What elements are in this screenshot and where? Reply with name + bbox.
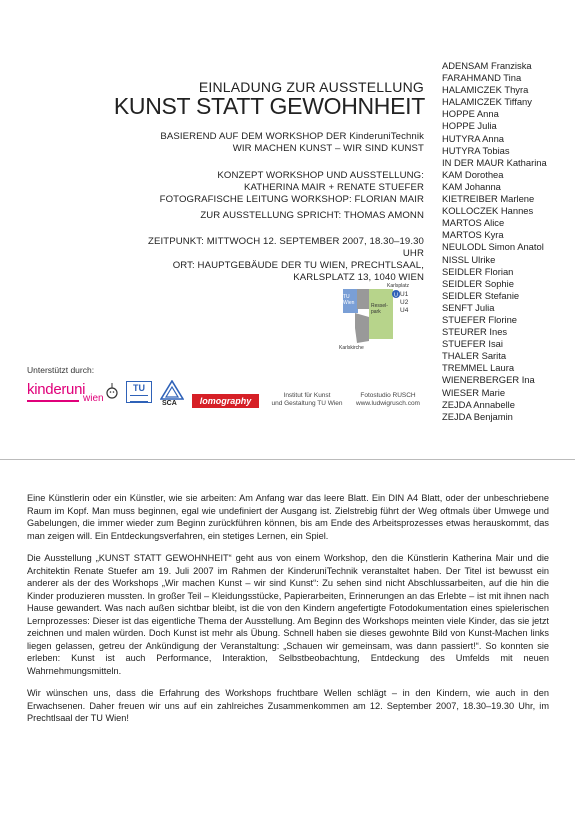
sca-wordmark: SCA [162, 400, 177, 407]
kinderuni-underline [27, 400, 79, 402]
workshop-block [134, 131, 424, 155]
participant-name: HOPPE Anna [442, 108, 499, 120]
kinderuni-wien-wordmark: wien [83, 393, 104, 404]
participant-name: KAM Johanna [442, 180, 501, 192]
map-label-tu: TU Wien [343, 294, 355, 306]
body-paragraph-1: Eine Künstlerin oder ein Künstler, wie sie arbeiten: Am Anfang war das leere Blatt. Ein DIN A4 Blatt, oder der unbeschriebene Raum im Kopf. Man muss beginnen, egal wie undefiniert der Ausgang ist. Zielstrebig führt der Weg oftmals über Umwege und Gabelungen, die immer wieder zum Beginn zurückführen können, bis am Ende des Arbeitsprozesses etwas herauskommt, das man zeigen will. Ein Entdeckungsverfahren, ein stetiges Lernen, ein Spiel. [27, 493, 549, 541]
participant-name: HUTYRA Anna [442, 132, 505, 144]
sca-logo [160, 380, 184, 410]
participant-name: STUEFER Florine [442, 313, 518, 325]
exhibition-title: KUNST STATT GEWOHNHEIT [113, 93, 425, 119]
tu-wien-logo [126, 381, 152, 403]
participant-name: SEIDLER Florian [442, 265, 514, 277]
map-label-ressel: Ressel-park [371, 303, 388, 315]
workshop-line-1: BASIEREND AUF DEM WORKSHOP DER KinderuniTechnik [160, 131, 424, 142]
participant-name: FARAHMAND Tina [442, 72, 522, 84]
participant-name: WIESER Marie [442, 386, 506, 398]
participant-name: NEULODL Simon Anatol [442, 241, 544, 253]
event-place: ORT: HAUPTGEBÄUDE DER TU WIEN, PRECHTLSAAL, [172, 260, 424, 271]
participant-name: HALAMICZEK Tiffany [442, 96, 532, 108]
concept-line-1: KONZEPT WORKSHOP UND AUSSTELLUNG: [217, 170, 424, 181]
institut-line-1: Institut für Kunst [283, 392, 331, 399]
concept-block [134, 170, 424, 206]
fotostudio-credit [350, 392, 426, 408]
support-label: Unterstützt durch: [27, 365, 95, 375]
participant-name: SEIDLER Stefanie [442, 289, 520, 301]
map-line-u1: U1 [400, 291, 409, 298]
participant-name: SENFT Julia [442, 301, 495, 313]
sca-triangle-icon [160, 380, 184, 400]
participant-name: THALER Sarita [442, 350, 507, 362]
body-paragraph-2: Die Ausstellung „KUNST STATT GEWOHNHEIT“ geht aus von einem Workshop, den die Künstlerin Katherina Mair und die Architektin Renate Stuefer am 19. Juli 2007 im Rahmen der KinderuniTechnik veranstaltet haben. Der Titel ist bewusst ein anderer als der des Workshops „Wir machen Kunst – wir sind Kunst“: Zu sehen sind nicht Abschlussarbeiten, auf die hin die Kinder produzieren mussten. In großer Teil – Kleidungsstücke, Papierarbeiten, Erinnerungen an das Erlebte – ist mit ihnen nach Hause gewandert. Was nach außen sichtbar bleibt, ist die von den Kindern angefertigte Fotodokumentation eines spielerischen Lernprozesses: Dieser ist das eigentliche Thema der Ausstellung. Am Beginn des Workshops meinten viele Kinder, das sie jetzt zeichnen und malen würden. Doch Kunst ist mehr als Übung. Schnell haben sie dieses gewohnte Bild von Kunst-Machen links liegen gelassen, getreu der Ankündigung der Veranstaltung: „Schauen wir gemeinsam, was dann passiert!“. So konnten sie erleben: Kunst ist auch Performance, Interaktion, Selbstbeobachtung, Entdeckung des Umfelds mit neuen Wahrnehmungsmitteln. [27, 553, 549, 676]
participant-name: ZEJDA Benjamin [442, 410, 513, 422]
concept-line-3: FOTOGRAFISCHE LEITUNG WORKSHOP: FLORIAN MAIR [159, 194, 424, 205]
location-map [331, 283, 413, 355]
map-label-karlskirche: Karlskirche [339, 345, 364, 351]
speaker-line: ZUR AUSSTELLUNG SPRICHT: THOMAS AMONN [200, 210, 424, 221]
institut-credit [267, 392, 347, 408]
map-label-karlsplatz: Karlsplatz [387, 283, 409, 289]
participant-name: KAM Dorothea [442, 168, 504, 180]
participant-name: KOLLOCZEK Hannes [442, 205, 534, 217]
participant-name: TREMMEL Laura [442, 362, 515, 374]
participant-name: MARTOS Alice [442, 217, 505, 229]
participant-name: SEIDLER Sophie [442, 277, 514, 289]
map-line-u2: U2 [400, 299, 409, 306]
participant-list [442, 60, 574, 423]
map-ubahn-lines [400, 291, 408, 315]
workshop-line-2: WIR MACHEN KUNST – WIR SIND KUNST [232, 143, 424, 154]
invitation-subtitle: EINLADUNG ZUR AUSSTELLUNG [198, 79, 424, 95]
tu-wien-stripes [130, 395, 148, 402]
ubahn-icon-letter: U [394, 292, 398, 299]
participant-name: HOPPE Julia [442, 120, 497, 132]
institut-line-2: und Gestaltung TU Wien [271, 400, 343, 407]
section-divider [0, 459, 575, 460]
kinderuni-figure-icon [105, 381, 119, 401]
participant-name: KIETREIBER Marlene [442, 193, 535, 205]
map-street-block [355, 313, 369, 343]
concept-line-2: KATHERINA MAIR + RENATE STUEFER [244, 182, 424, 193]
map-line-u4: U4 [400, 307, 409, 314]
participant-name: ADENSAM Franziska [442, 60, 532, 71]
participant-name: NISSL Ulrike [442, 253, 496, 265]
tu-wien-wordmark: TU [133, 383, 145, 393]
event-time: ZEITPUNKT: MITTWOCH 12. SEPTEMBER 2007, 18.30–19.30 UHR [148, 236, 424, 259]
participant-name: IN DER MAUR Katharina [442, 156, 547, 168]
body-paragraph-3: Wir wünschen uns, dass die Erfahrung des Workshops fruchtbare Wellen schlägt – in den Kindern, wie auch in den Erwachsenen. Daher freuen wir uns auf ein zahlreiches Zusammenkommen am 12. September 2007, 18.30–19.30 Uhr, im Prechtlsaal der TU Wien! [27, 688, 549, 723]
lomography-logo: lomography [192, 394, 259, 408]
participant-name: MARTOS Kyra [442, 229, 504, 241]
event-address: KARLSPLATZ 13, 1040 WIEN [293, 272, 424, 283]
fotostudio-line-2: www.ludwigrusch.com [356, 400, 420, 407]
event-block [134, 236, 424, 284]
participant-name: WIENERBERGER Ina [442, 374, 535, 386]
fotostudio-line-1: Fotostudio RUSCH [360, 392, 416, 399]
participant-name: STUEFER Isai [442, 338, 503, 350]
body-text [27, 492, 549, 735]
participant-name: STEURER Ines [442, 326, 508, 338]
kinderuni-logo [27, 381, 121, 411]
participant-name: HUTYRA Tobias [442, 144, 510, 156]
kinderuni-wordmark: kinderuni [27, 381, 86, 398]
participant-name: ZEJDA Annabelle [442, 398, 515, 410]
participant-name: HALAMICZEK Thyra [442, 84, 529, 96]
